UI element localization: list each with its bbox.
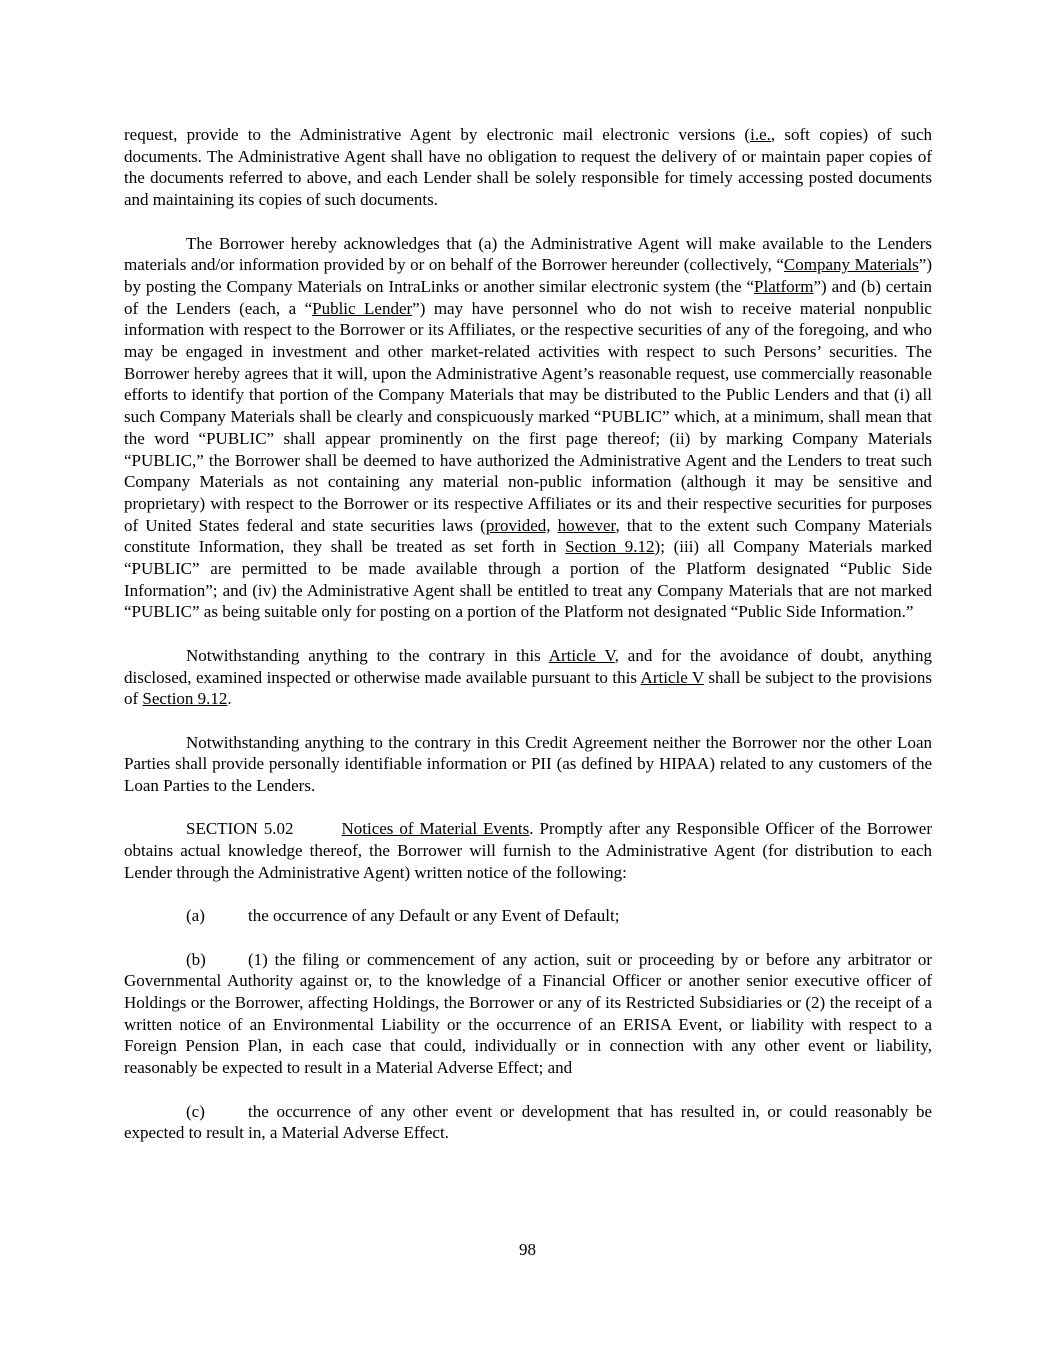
text-run: ”) and (b) certain of the Lenders (each, a “	[124, 276, 932, 318]
document-body	[124, 124, 932, 1166]
text-run	[551, 516, 558, 535]
however-term: however	[557, 515, 616, 535]
text-run: Notwithstanding anything to the contrary in this	[186, 645, 549, 665]
text-run: ”) by posting the Company Materials on IntraLinks or another similar electronic system (the “	[124, 255, 932, 296]
text-run: The Borrower hereby acknowledges that (a) the Administrative Agent will make available to the Lenders materials and/or information provided by or on behalf of the Borrower hereunder (collectively, “	[124, 233, 932, 275]
page-number: 98	[519, 1240, 536, 1259]
text-run: ”) may have personnel who do not wish to receive material nonpublic information with respect to the Borrower or its Affiliates, or the respective securities of any of the foregoing, and who may be engaged in investment and other market-related activities with respect to such Persons’ securities. The Borrower hereby agrees that it will, upon the Administrative Agent’s reasonable request, use commercially reasonable efforts to identify that portion of the Company Materials that may be distributed to the Public Lenders and that (i) all such Company Materials shall be clearly and conspicuously marked “PUBLIC” which, at a minimum, shall mean that the word “PUBLIC” shall appear prominently on the first page thereof; (ii) by marking Company Materials “PUBLIC,” the Borrower shall be deemed to have authorized the Administrative Agent and the Lenders to treat such Company Materials as not containing any material non-public information (although it may be sensitive and proprietary) with respect to the Borrower or its respective Affiliates or its and their respective securities for purposes of United States federal and state securities laws (	[124, 298, 932, 535]
list-item-a	[124, 905, 932, 927]
defined-term-company-materials: Company Materials	[783, 255, 919, 275]
article-reference: Article V	[640, 667, 704, 687]
article-reference: Article V	[548, 645, 615, 665]
provided-term: provided,	[485, 515, 551, 535]
list-text: the occurrence of any Default or any Event of Default;	[248, 906, 620, 926]
paragraph-company-materials	[124, 233, 932, 624]
section-title: Notices of Material Events	[341, 819, 530, 839]
list-item-c	[124, 1101, 932, 1144]
text-run: , and for the avoidance of doubt, anything disclosed, examined inspected or otherwise made available pursuant to this	[124, 645, 932, 687]
text-run: shall be subject to the provisions of	[124, 667, 932, 709]
text-run: . Promptly after any Responsible Officer of the Borrower obtains actual knowledge thereof, the Borrower will furnish to the Administrative Agent (for distribution to each Lender through the Administrative Agent) written notice of the following:	[124, 819, 932, 882]
text-run: request, provide to the Administrative Agent by electronic mail electronic versions (	[124, 125, 751, 144]
text-run: , that to the extent such Company Materials constitute Information, they shall be treated as set forth in	[124, 515, 933, 557]
section-reference: Section 9.12	[565, 537, 655, 557]
text-run: .	[227, 689, 232, 709]
text-run: , soft copies) of such documents. The Administrative Agent shall have no obligation to request the delivery of or maintain paper copies of the documents referred to above, and each Lender shall be solely responsible for timely accessing posted documents and maintaining its copies of such documents.	[124, 125, 932, 210]
paragraph-pii: Notwithstanding anything to the contrary in this Credit Agreement neither the Borrower nor the other Loan Parties shall provide personally identifiable information or PII (as defined by HIPAA) related to any customers of the Loan Parties to the Lenders.	[124, 732, 932, 796]
paragraph-electronic-copies	[124, 124, 932, 211]
section-number: SECTION 5.02	[186, 819, 294, 839]
list-text: (1) the filing or commencement of any action, suit or proceeding by or before any arbitrator or Governmental Authority against or, to the knowledge of a Financial Officer or another senior executive officer of Holdings or the Borrower, affecting Holdings, the Borrower or any of its Restricted Subsidiaries or (2) the receipt of a written notice of an Environmental Liability or the occurrence of an ERISA Event, or liability with respect to a Foreign Pension Plan, in each case that could, individually or in connection with any other event or liability, reasonably be expected to result in a Material Adverse Effect; and	[124, 949, 932, 1078]
list-item-b	[124, 949, 932, 1079]
section-5-02	[124, 818, 932, 883]
text-run: ); (iii) all Company Materials marked “PUBLIC” are permitted to be made available through a portion of the Platform designated “Public Side Information”; and (iv) the Administrative Agent shall be entitled to treat any Company Materials that are not marked “PUBLIC” as being suitable only for posting on a portion of the Platform not designated “Public Side Information.”	[124, 537, 932, 622]
list-label: (a)	[186, 906, 205, 926]
defined-term-public-lender: Public Lender	[312, 298, 413, 318]
paragraph-article-v	[124, 645, 932, 710]
list-label: (b)	[186, 949, 206, 969]
section-reference: Section 9.12	[142, 689, 228, 709]
list-label: (c)	[186, 1101, 205, 1121]
ie-term: i.e.	[750, 125, 771, 144]
list-text: the occurrence of any other event or development that has resulted in, or could reasonably be expected to result in, a Material Adverse Effect.	[124, 1101, 932, 1143]
defined-term-platform: Platform	[754, 276, 814, 296]
